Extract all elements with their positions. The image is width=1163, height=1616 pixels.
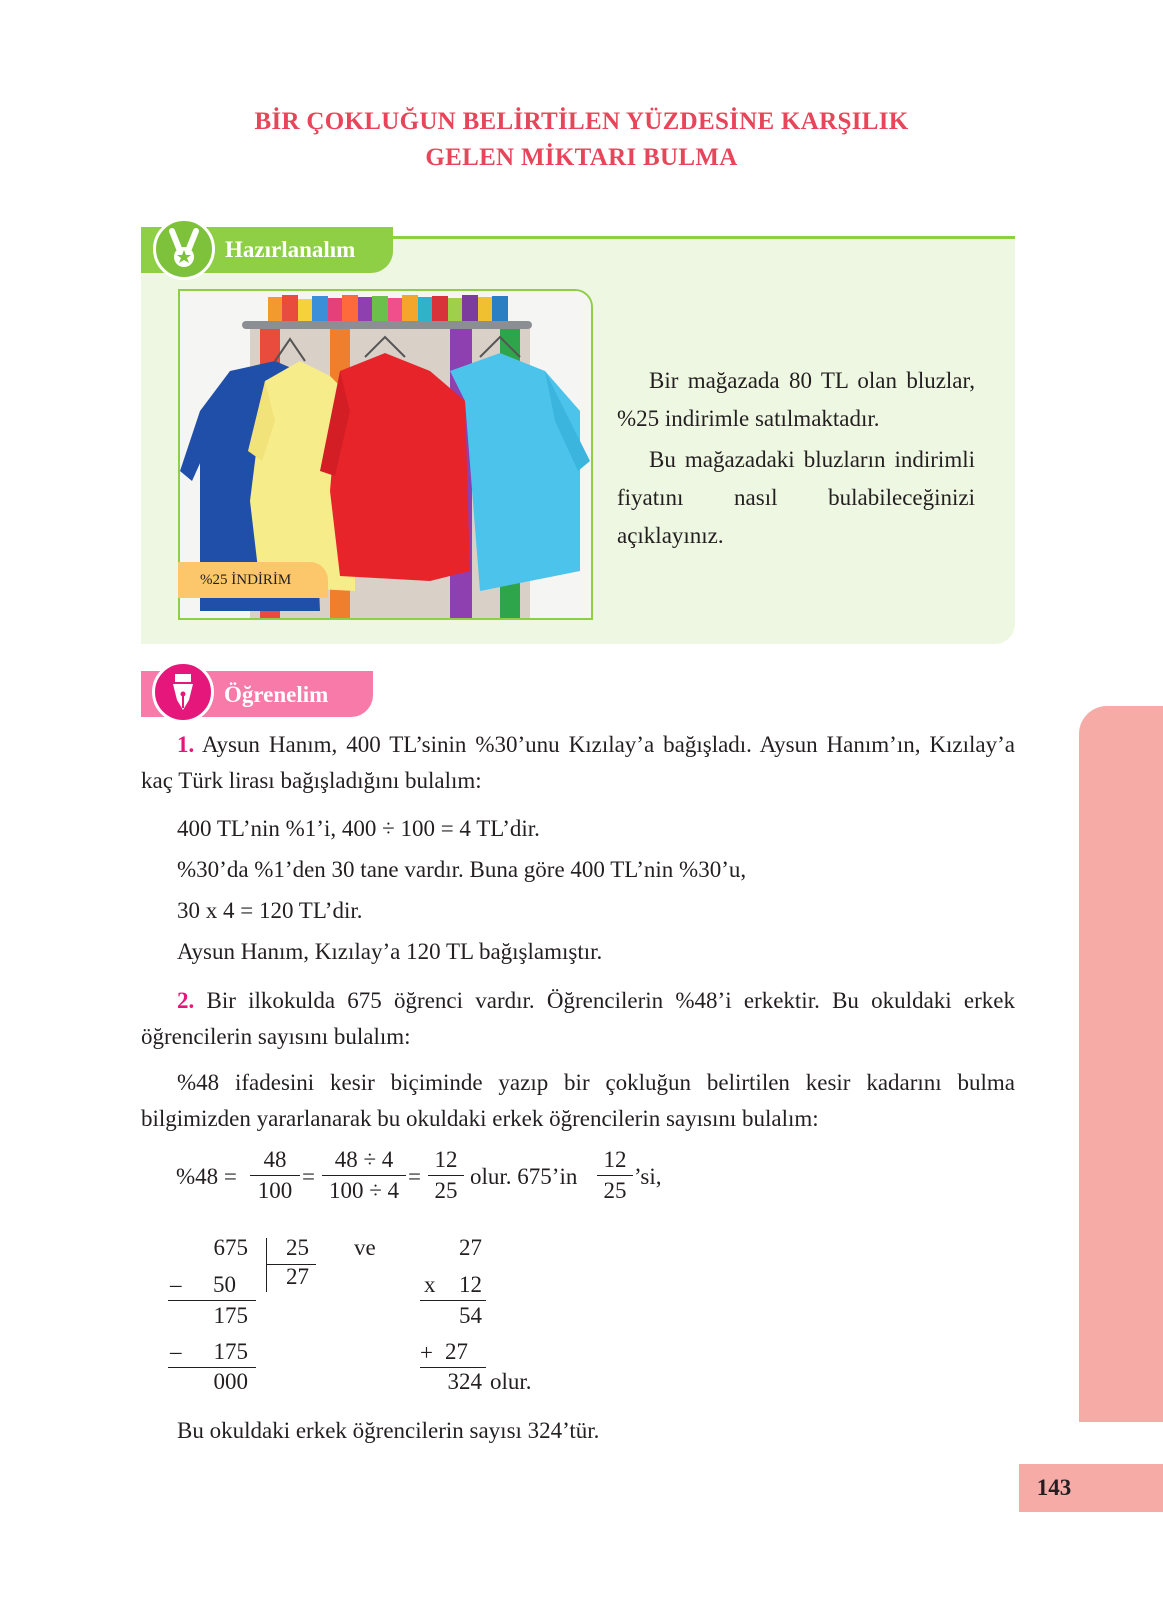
fraction-denominator: 100: [257, 1178, 293, 1203]
example-1-line: 30 x 4 = 120 TL’dir.: [177, 898, 363, 923]
final-remainder: 000: [213, 1369, 248, 1394]
plus-sign: +: [420, 1340, 433, 1365]
medal-icon: [153, 218, 215, 280]
fraction-numerator: 48: [250, 1145, 300, 1176]
fraction-numerator: 12: [597, 1145, 633, 1176]
learn-heading: Öğrenelim: [224, 682, 329, 707]
prepare-text: [617, 362, 975, 558]
dividend: 675: [213, 1235, 248, 1260]
prepare-paragraph: Bu mağazadaki bluzların indirimli fiyatını nasıl bulabileceğinizi açıklayınız.: [617, 447, 975, 548]
subtrahend: 175: [213, 1339, 248, 1364]
example-2-explanation: %48 ifadesini kesir biçiminde yazıp bir çokluğun belirtilen kesir kadarını bulma bilgimizden yararlanarak bu okuldaki erkek öğrencilerin sayısını bulalım:: [141, 1070, 1015, 1131]
equals-sign: =: [408, 1164, 421, 1189]
example-2-text: Bir ilkokulda 675 öğrenci vardır. Öğrencilerin %48’i erkektir. Bu okuldaki erkek öğrencilerin sayısını bulalım:: [141, 988, 1015, 1049]
partial-product: 27: [445, 1339, 468, 1364]
fraction-12-25: [597, 1145, 633, 1206]
example-1-number: 1.: [177, 732, 195, 757]
equation-suffix: ’si,: [634, 1164, 662, 1189]
minus-sign: –: [170, 1339, 182, 1364]
side-tab-decoration: [1079, 706, 1163, 1422]
example-1-line: 400 TL’nin %1’i, 400 ÷ 100 = 4 TL’dir.: [177, 816, 540, 841]
pen-nib-icon: [152, 661, 214, 723]
equals-sign: =: [302, 1164, 315, 1189]
divisor: 25: [286, 1235, 309, 1260]
example-1-text: Aysun Hanım, 400 TL’sinin %30’unu Kızılay’a bağışladı. Aysun Hanım’ın, Kızılay’a kaç Türk lirası bağışladığını bulalım:: [141, 732, 1015, 793]
division-bar: [266, 1238, 267, 1292]
page-title: [0, 104, 1163, 176]
product-result: 324: [447, 1369, 482, 1394]
fraction-denominator: 100 ÷ 4: [328, 1178, 400, 1203]
example-1-line: Aysun Hanım, Kızılay’a 120 TL bağışlamıştır.: [177, 939, 603, 964]
equation-lhs: %48 =: [176, 1164, 237, 1189]
fraction-divided: [322, 1145, 406, 1206]
multiplier: 12: [459, 1272, 482, 1297]
prepare-paragraph: Bir mağazada 80 TL olan bluzlar, %25 indirimle satılmaktadır.: [617, 368, 975, 431]
prepare-heading: Hazırlanalım: [225, 237, 356, 262]
page-number: 143: [1036, 1475, 1072, 1500]
example-2-number: 2.: [177, 988, 195, 1013]
minus-sign: –: [170, 1272, 182, 1297]
fraction-numerator: 12: [428, 1145, 464, 1176]
fraction-48-100: [250, 1145, 300, 1206]
multiplicand: 27: [459, 1235, 482, 1260]
example-2-intro: [141, 983, 1015, 1055]
subtrahend: 50: [213, 1272, 236, 1297]
connector-word: ve: [354, 1235, 376, 1260]
remainder: 175: [213, 1303, 248, 1328]
example-1-intro: [141, 727, 1015, 799]
page-title-line-2: GELEN MİKTARI BULMA: [425, 144, 738, 171]
example-2-conclusion: Bu okuldaki erkek öğrencilerin sayısı 324’tür.: [177, 1418, 600, 1443]
discount-label: %25 İNDİRİM: [178, 562, 328, 598]
fraction-12-25: [428, 1145, 464, 1206]
example-1-line: %30’da %1’den 30 tane vardır. Buna göre 400 TL’nin %30’u,: [177, 857, 747, 882]
equation-mid-text: olur. 675’in: [470, 1164, 578, 1189]
multiply-sign: x: [424, 1272, 436, 1297]
page-title-line-1: BİR ÇOKLUĞUN BELİRTİLEN YÜZDESİNE KARŞILIK: [254, 108, 909, 135]
partial-product: 54: [459, 1303, 482, 1328]
result-suffix: olur.: [490, 1369, 532, 1394]
fraction-denominator: 25: [434, 1178, 458, 1203]
quotient: 27: [286, 1264, 309, 1289]
fraction-numerator: 48 ÷ 4: [322, 1145, 406, 1176]
fraction-denominator: 25: [603, 1178, 627, 1203]
